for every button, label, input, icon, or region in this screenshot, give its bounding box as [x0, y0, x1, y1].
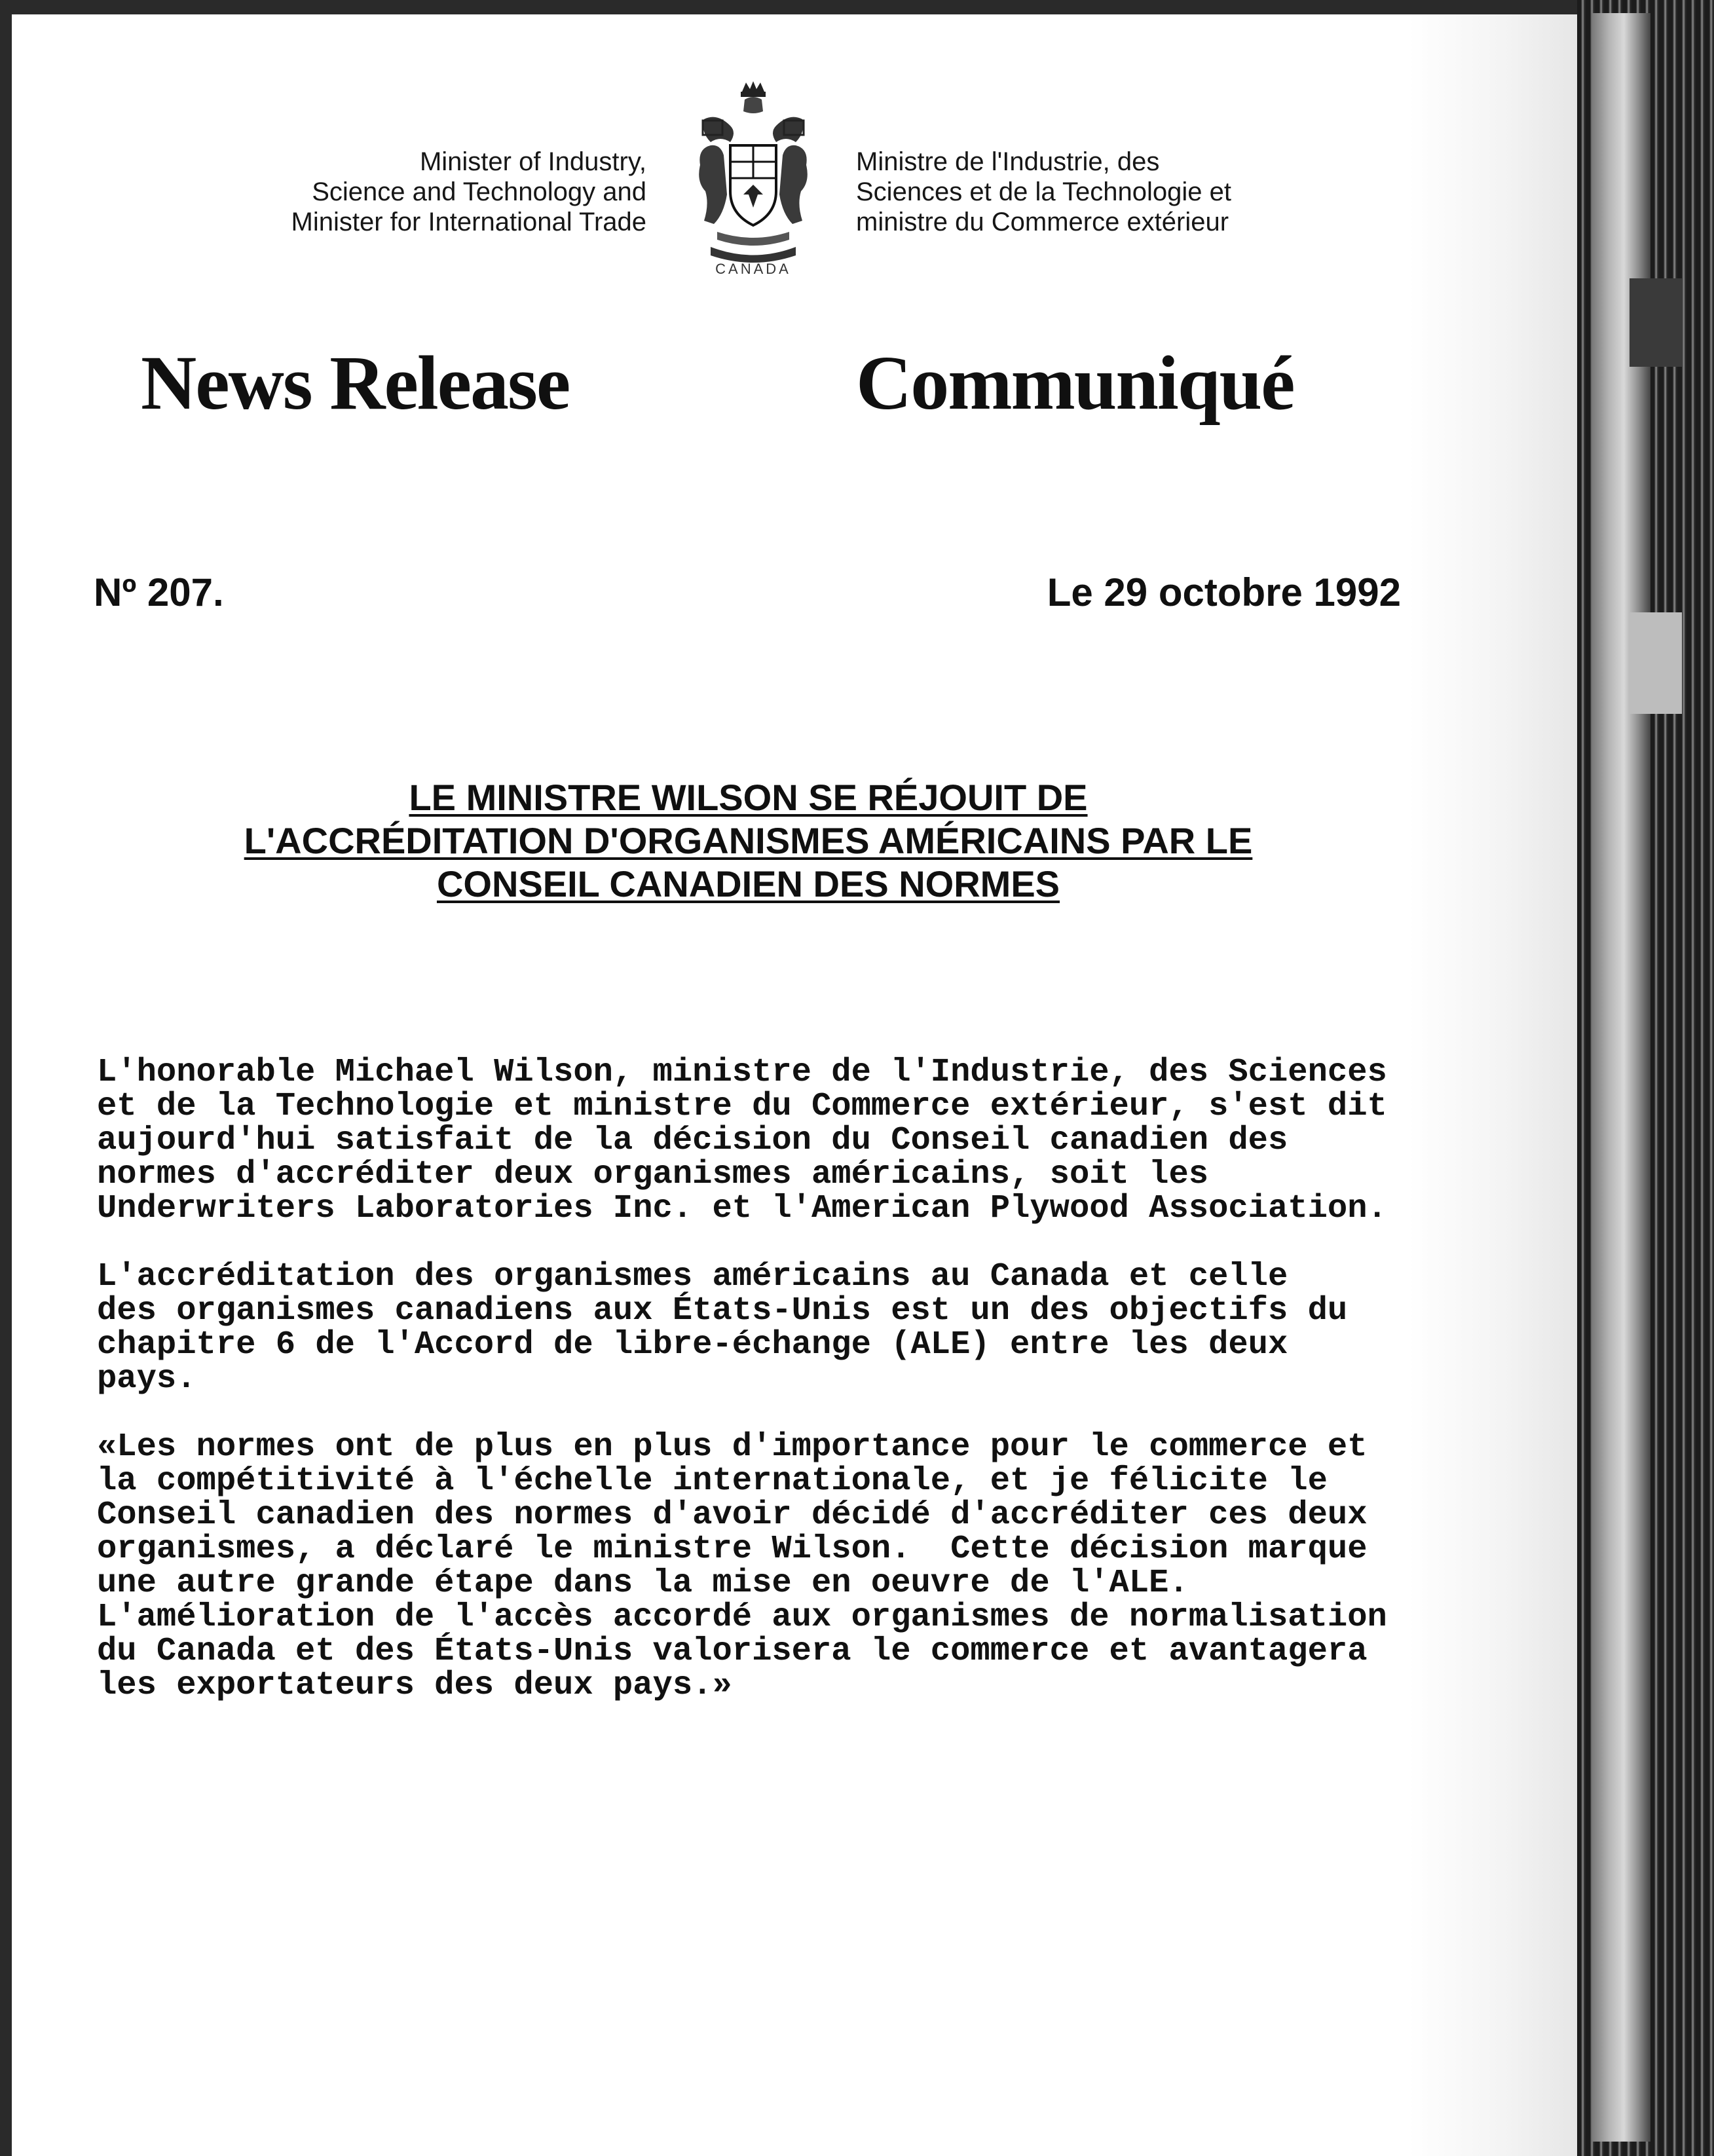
emblem-caption: CANADA [715, 261, 791, 277]
title-english: News Release [141, 340, 570, 426]
text-line: une autre grande étape dans la mise en oeuvre de l'ALE. [97, 1565, 1189, 1602]
letterhead-line: Science and Technology and [312, 177, 646, 206]
release-date: Le 29 octobre 1992 [1047, 570, 1401, 614]
letterhead-line: Ministre de l'Industrie, des [856, 147, 1160, 176]
text-line: du Canada et des États-Unis valorisera le commerce et avantagera [97, 1633, 1368, 1670]
text-line: chapitre 6 de l'Accord de libre-échange (ALE) entre les deux [97, 1326, 1288, 1364]
coat-of-arms-icon [691, 80, 815, 276]
headline [98, 776, 1398, 906]
headline-line: L'ACCRÉDITATION D'ORGANISMES AMÉRICAINS PAR LE [244, 820, 1253, 861]
release-number: Nº 207. [94, 570, 224, 614]
paragraph [97, 1430, 1440, 1703]
letterhead-french [856, 147, 1231, 237]
text-line: normes d'accréditer deux organismes américains, soit les [97, 1156, 1209, 1193]
text-line: L'accréditation des organismes américains au Canada et celle [97, 1258, 1288, 1295]
text-line: organismes, a déclaré le ministre Wilson. Cette décision marque [97, 1531, 1368, 1568]
text-line: L'honorable Michael Wilson, ministre de l'Industrie, des Sciences [97, 1054, 1387, 1091]
letterhead-line: Minister for International Trade [291, 208, 646, 236]
text-line: L'amélioration de l'accès accordé aux organismes de normalisation [97, 1599, 1387, 1636]
text-line: aujourd'hui satisfait de la décision du Conseil canadien des [97, 1122, 1288, 1159]
text-line: pays. [97, 1360, 196, 1398]
letterhead-line: ministre du Commerce extérieur [856, 208, 1229, 236]
text-line: et de la Technologie et ministre du Commerce extérieur, s'est dit [97, 1088, 1387, 1125]
letterhead-line: Sciences et de la Technologie et [856, 177, 1231, 206]
headline-line: LE MINISTRE WILSON SE RÉJOUIT DE [409, 777, 1088, 818]
paragraph [97, 1260, 1440, 1396]
text-line: des organismes canadiens aux États-Unis est un des objectifs du [97, 1292, 1348, 1329]
text-line: Conseil canadien des normes d'avoir décidé d'accréditer ces deux [97, 1496, 1368, 1534]
binder-tab [1630, 612, 1682, 714]
body-text [97, 1056, 1440, 1737]
headline-line: CONSEIL CANADIEN DES NORMES [436, 863, 1060, 904]
text-line: la compétitivité à l'échelle internationale, et je félicite le [97, 1462, 1328, 1500]
text-line: les exportateurs des deux pays.» [97, 1667, 732, 1704]
binder-tab [1630, 278, 1682, 367]
letterhead-line: Minister of Industry, [419, 147, 646, 176]
text-line: Underwriters Laboratories Inc. et l'American Plywood Association. [97, 1190, 1387, 1227]
letterhead-english [291, 147, 646, 237]
paragraph [97, 1056, 1440, 1226]
title-french: Communiqué [856, 340, 1294, 426]
text-line: «Les normes ont de plus en plus d'importance pour le commerce et [97, 1428, 1368, 1466]
